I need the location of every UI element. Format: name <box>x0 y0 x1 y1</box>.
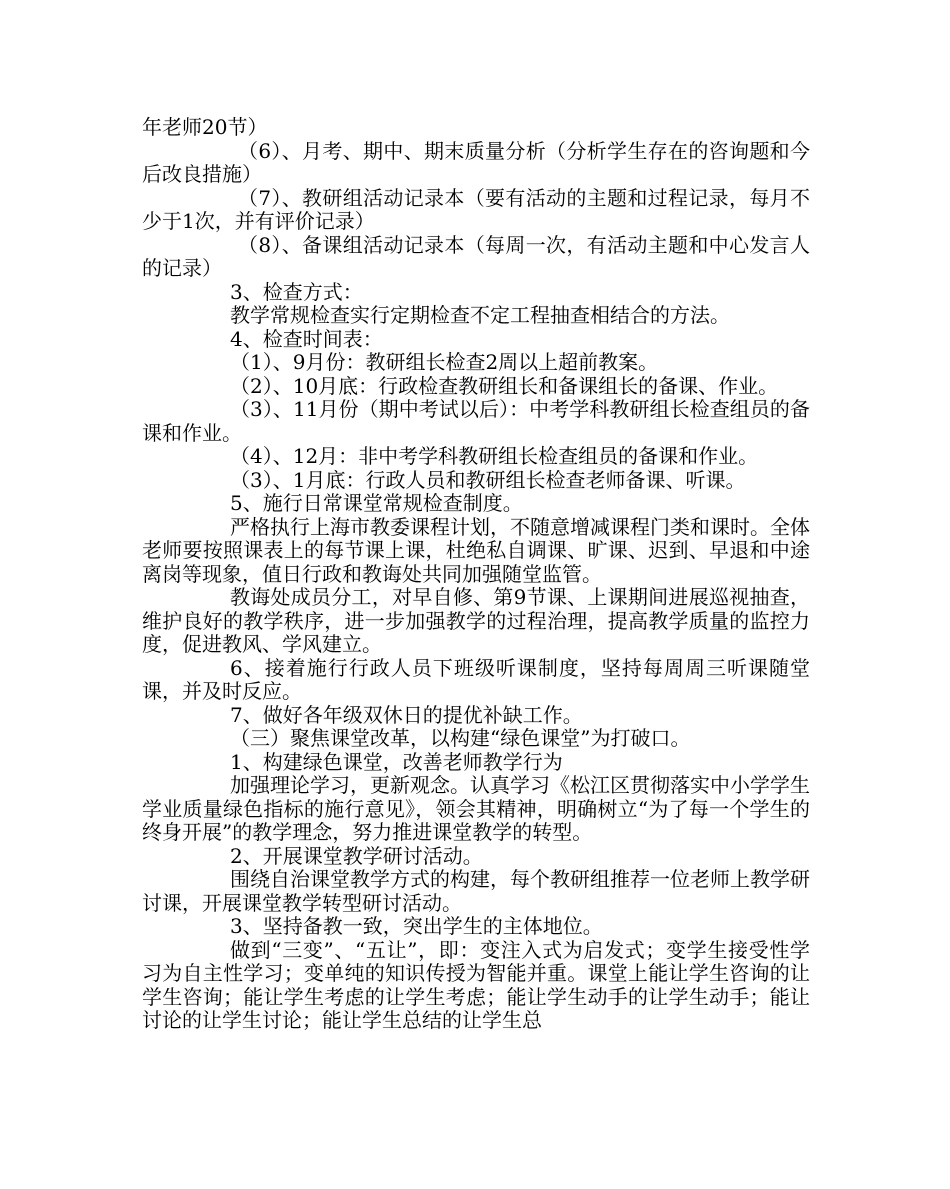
paragraph-6: 教学常规检查实行定期检查不定工程抽查相结合的方法。 <box>230 303 730 327</box>
paragraph-24: 做到“三变”、“五让”，即：变注入式为启发式；变学生接受性学习为自主性学习；变单纯的知识传授为智能并重。课堂上能让学生咨询的让学生咨询；能让学生考虑的让学生考虑；能让学生动手的让学生动手；能让讨论的让学生讨论；能让学生总结的让学生总 <box>142 937 810 1032</box>
paragraph-12: （3）、1月底：行政人员和教研组长检查老师备课、听课。 <box>230 467 746 492</box>
paragraph-22: 围绕自治课堂教学方式的构建，每个教研组推荐一位老师上教学研讨课，开展课堂教学转型研讨活动。 <box>142 867 810 915</box>
paragraph-21: 2、开展课堂教学研讨活动。 <box>230 843 483 868</box>
paragraph-18: （三）聚焦课堂改革，以构建“绿色课堂”为打破口。 <box>230 726 691 750</box>
paragraph-23: 3、坚持备教一致，突出学生的主体地位。 <box>230 914 603 938</box>
paragraph-7: 4、检查时间表： <box>230 326 383 351</box>
paragraph-3: （7）、教研组活动记录本（要有活动的主题和过程记录，每月不少于1次，并有评价记录） <box>142 185 810 233</box>
paragraph-14: 严格执行上海市教委课程计划，不随意增减课程门类和课时。全体老师要按照课表上的每节课上课，杜绝私自调课、旷课、迟到、早退和中途离岗等现象，值日行政和教诲处共同加强随堂监管。 <box>142 514 810 586</box>
paragraph-17: 7、做好各年级双休日的提优补缺工作。 <box>230 702 583 727</box>
paragraph-8: （1）、9月份：教研组长检查2周以上超前教案。 <box>230 350 659 374</box>
paragraph-1: 年老师20节） <box>142 115 268 139</box>
paragraph-4: （8）、备课组活动记录本（每周一次，有活动主题和中心发言人的记录） <box>142 232 810 280</box>
paragraph-16: 6、接着施行行政人员下班级听课制度，坚持每周周三听课随堂课，并及时反应。 <box>142 655 810 703</box>
paragraph-9: （2）、10月底：行政检查教研组长和备课组长的备课、作业。 <box>230 373 779 398</box>
paragraph-11: （4）、12月：非中考学科教研组长检查组员的备课和作业。 <box>230 444 759 468</box>
paragraph-15: 教诲处成员分工，对早自修、第9节课、上课期间进展巡视抽查，维护良好的教学秩序，进一步加强教学的过程治理，提高教学质量的监控力度，促进教风、学风建立。 <box>142 585 810 656</box>
paragraph-10: （3）、11月份（期中考试以后）：中考学科教研组长检查组员的备课和作业。 <box>142 397 810 445</box>
paragraph-2: （6）、月考、期中、期末质量分析（分析学生存在的咨询题和今后改良措施） <box>142 138 810 186</box>
document-body <box>142 116 810 1033</box>
paragraph-19: 1、构建绿色课堂，改善老师教学行为 <box>230 749 563 774</box>
paragraph-13: 5、施行日常课堂常规检查制度。 <box>230 491 523 515</box>
paragraph-5: 3、检查方式： <box>230 279 363 304</box>
paragraph-20: 加强理论学习，更新观念。认真学习《松江区贯彻落实中小学学生学业质量绿色指标的施行意见》，领会其精神，明确树立“为了每一个学生的终身开展”的教学理念，努力推进课堂教学的转型。 <box>142 773 810 844</box>
